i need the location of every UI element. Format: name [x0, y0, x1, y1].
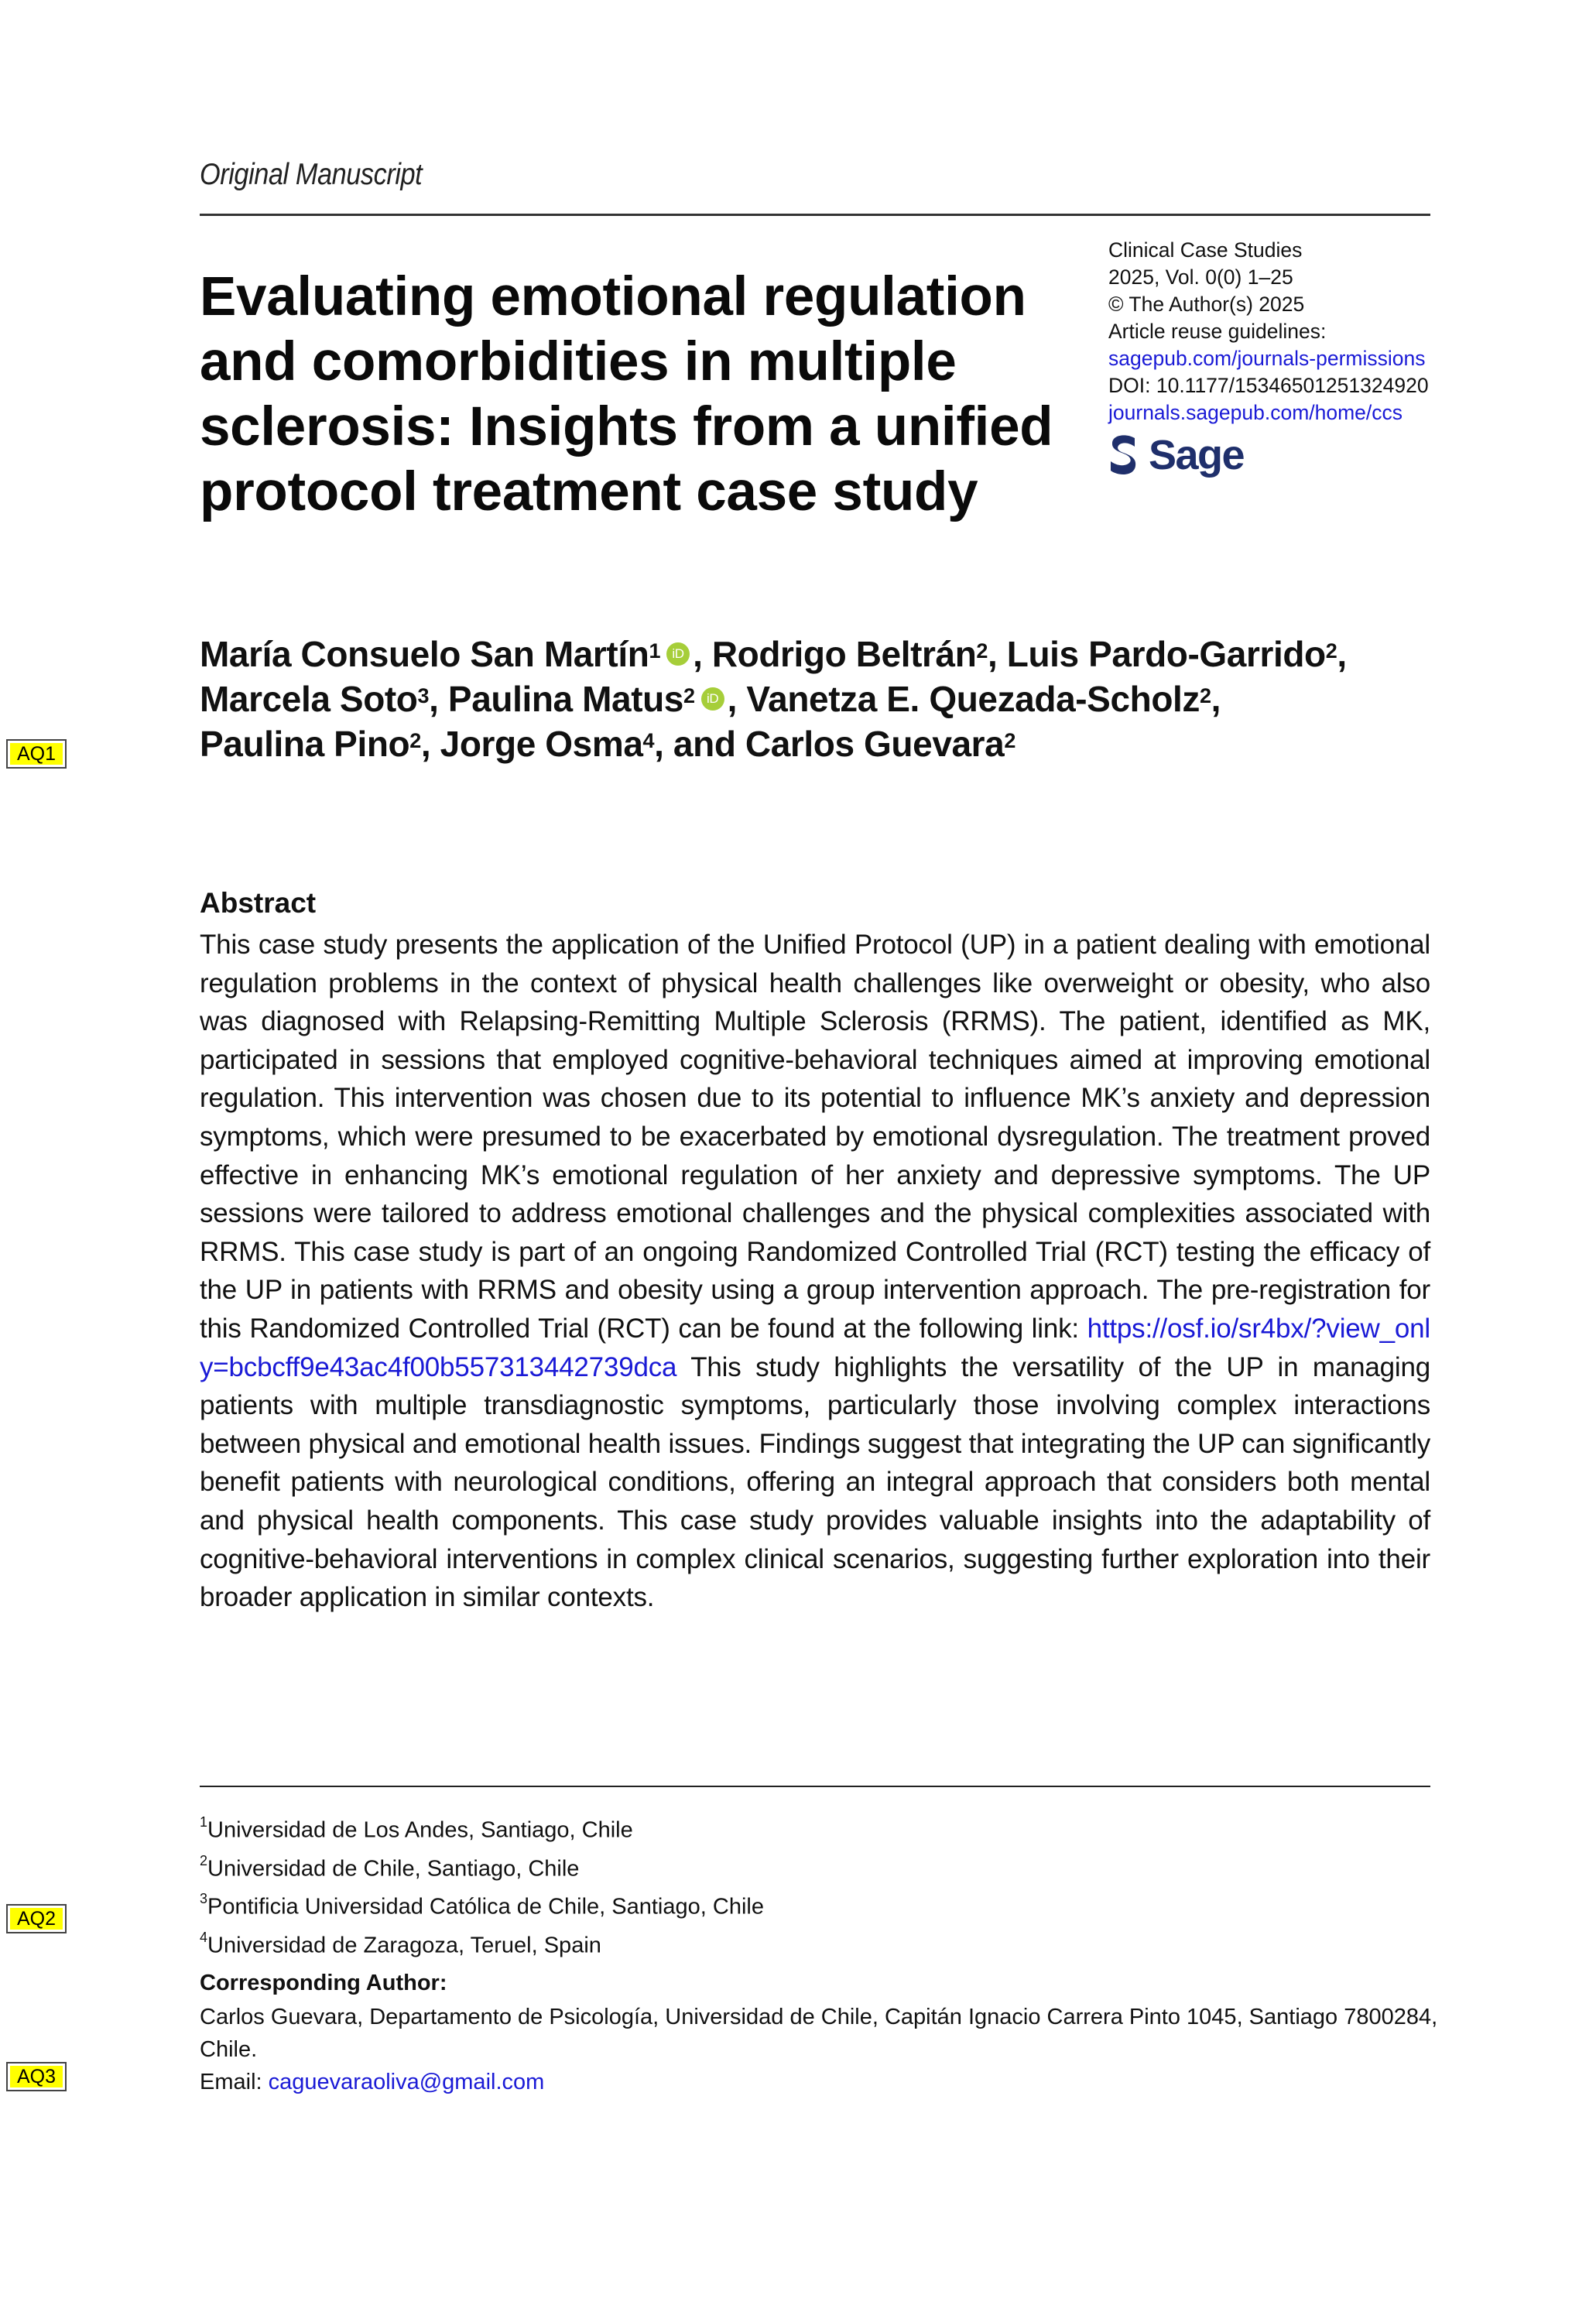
author-query-marker[interactable]: AQ1 [6, 739, 67, 769]
orcid-icon[interactable]: iD [666, 642, 690, 666]
permissions-link[interactable]: sagepub.com/journals-permissions [1108, 347, 1426, 370]
author-query-marker[interactable]: AQ3 [6, 2062, 67, 2091]
affiliation: $^1$Universidad de Los Andes, Santiago, Chile [200, 1814, 633, 1843]
author: Marcela Soto$^3$ [200, 679, 430, 719]
author: María Consuelo San Martín$^1$ [200, 634, 661, 674]
footnote-divider [200, 1786, 1430, 1787]
preregistration-link[interactable]: https://osf.io/sr4bx/?view_only=bcbcff9e43ac4f00b557313442739dca [200, 1313, 1430, 1382]
running-head: Original Manuscript [200, 158, 423, 191]
author: Vanetza E. Quezada-Scholz$^2$ [746, 679, 1211, 719]
journal-home-link[interactable]: journals.sagepub.com/home/ccs [1108, 401, 1403, 424]
copyright: © The Author(s) 2025 [1108, 293, 1305, 316]
abstract-heading: Abstract [200, 887, 317, 919]
abstract-body: This case study presents the application of the Unified Protocol (UP) in a patient dealing with emotional regulation problems in the context of physical health challenges like overweight or obesity, who also was diagnosed with Relapsing-Remitting Multiple Sclerosis (RRMS). The patient, identified as MK, participated in sessions that employed cognitive-behavioral techniques aimed at improving emotional regulation. This intervention was chosen due to its potential to influence MK’s anxiety and depression symptoms, which were presumed to be exacerbated by emotional dysregulation. The treatment proved effective in enhancing MK’s emotional regulation of her anxiety and depressive symptoms. The UP sessions were tailored to address emotional challenges and the physical complexities associated with RRMS. This case study is part of an ongoing Randomized Controlled Trial (RCT) testing the efficacy of the UP in patients with RRMS and obesity using a group intervention approach. The pre-registration for this Randomized Controlled Trial (RCT) can be found at the following link: https://osf.io/sr4bx/?view_only=bcbcff9e43ac4f00b557313442739dca This study highlights the versatility of the UP in managing patients with multiple transdiagnostic symptoms, particularly those involving complex interactions between physical and emotional health issues. Findings suggest that integrating the UP can significantly benefit patients with neurological conditions, offering an integral approach that considers both mental and physical health components. This case study provides valuable insights into the adaptability of cognitive-behavioral interventions in complex clinical scenarios, suggesting further exploration into their broader application in similar contexts. [200, 930, 1430, 1613]
title-line: Evaluating emotional regulation [200, 266, 1026, 327]
publisher-name: Sage [1149, 432, 1245, 478]
author: Rodrigo Beltrán$^2$ [711, 634, 988, 674]
title-line: protocol treatment case study [200, 461, 978, 522]
author: Paulina Pino$^2$ [200, 724, 421, 764]
volume-info: 2025, Vol. 0(0) 1–25 [1108, 265, 1293, 289]
corresponding-address: Carlos Guevara, Departamento de Psicología, Universidad de Chile, Capitán Ignacio Carrera Pinto 1045, Santiago 7800284, Chile. [200, 2005, 1438, 2062]
author-list: María Consuelo San Martín$^1$ iD , Rodrigo Beltrán$^2$, Luis Pardo-Garrido$^2$, Marcela Soto$^3$, Paulina Matus$^2$ iD , Vanetza E. Quezada-Scholz$^2$, Paulina Pino$^2$, Jorge Osma$^4$, and Carlos Guevara$^2$ [200, 634, 1347, 764]
affiliation: $^3$Pontificia Universidad Católica de Chile, Santiago, Chile [200, 1891, 764, 1920]
journal-meta [1108, 237, 1441, 479]
orcid-icon[interactable]: iD [701, 687, 724, 711]
doi: DOI: 10.1177/15346501251324920 [1108, 374, 1429, 397]
author: Paulina Matus$^2$ [447, 679, 695, 719]
title-line: sclerosis: Insights from a unified [200, 396, 1053, 457]
author-query-marker[interactable]: AQ2 [6, 1904, 67, 1933]
email-link[interactable]: caguevaraoliva@gmail.com [268, 2070, 545, 2094]
reuse-label: Article reuse guidelines: [1108, 320, 1327, 343]
journal-name: Clinical Case Studies [1108, 238, 1303, 262]
header-divider [200, 214, 1430, 216]
publisher-logo [1108, 431, 1441, 479]
sage-s-icon [1108, 433, 1138, 477]
author: Jorge Osma$^4$ [440, 724, 655, 764]
affiliations [200, 1808, 764, 1962]
corresponding-email: Email: caguevaraoliva@gmail.com [200, 2070, 545, 2094]
article-title [200, 265, 1082, 525]
corresponding-author-heading: Corresponding Author: [200, 1971, 447, 1995]
title-line: and comorbidities in multiple [200, 331, 957, 392]
affiliation: $^2$Universidad de Chile, Santiago, Chile [200, 1852, 580, 1882]
author: Luis Pardo-Garrido$^2$ [1006, 634, 1337, 674]
author: Carlos Guevara$^2$ [745, 724, 1015, 764]
affiliation: $^4$Universidad de Zaragoza, Teruel, Spain [200, 1929, 601, 1958]
corresponding-author [200, 2001, 1438, 2098]
